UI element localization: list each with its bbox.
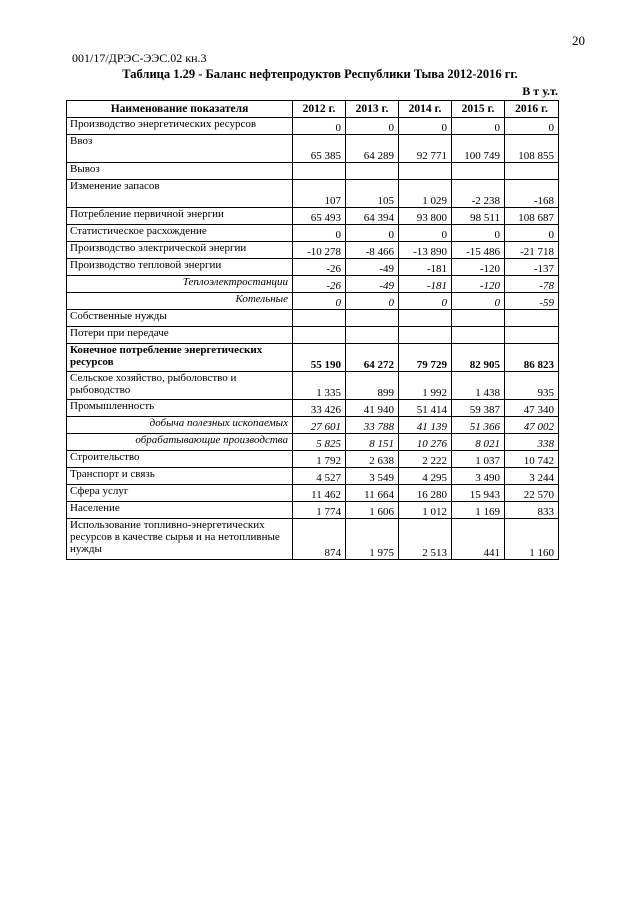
row-value: 79 729	[399, 344, 452, 372]
row-value: 47 340	[505, 400, 559, 417]
row-label: добыча полезных ископаемых	[67, 417, 293, 434]
row-label: Производство электрической энергии	[67, 242, 293, 259]
row-value: 92 771	[399, 135, 452, 163]
row-value: 1 160	[505, 519, 559, 560]
row-value: 1 606	[346, 502, 399, 519]
row-label: Котельные	[67, 293, 293, 310]
row-label: Изменение запасов	[67, 180, 293, 208]
table-row	[67, 242, 559, 259]
row-value: -10 278	[293, 242, 346, 259]
row-value: 2 513	[399, 519, 452, 560]
row-value: -49	[346, 276, 399, 293]
table-row	[67, 502, 559, 519]
row-value	[505, 327, 559, 344]
row-label: Потребление первичной энергии	[67, 208, 293, 225]
row-value: 10 276	[399, 434, 452, 451]
row-value: 59 387	[452, 400, 505, 417]
row-value	[505, 310, 559, 327]
row-value: -13 890	[399, 242, 452, 259]
row-value: 2 222	[399, 451, 452, 468]
row-value: -15 486	[452, 242, 505, 259]
row-value: 100 749	[452, 135, 505, 163]
row-value: 4 295	[399, 468, 452, 485]
table-row	[67, 485, 559, 502]
table-row	[67, 310, 559, 327]
row-label: Производство тепловой энергии	[67, 259, 293, 276]
row-value: 108 687	[505, 208, 559, 225]
row-value: 3 244	[505, 468, 559, 485]
table-row	[67, 519, 559, 560]
row-value: 33 426	[293, 400, 346, 417]
row-value: 105	[346, 180, 399, 208]
row-value: 3 490	[452, 468, 505, 485]
row-value: 0	[346, 293, 399, 310]
row-value: 0	[293, 118, 346, 135]
row-value: 0	[346, 225, 399, 242]
table-row	[67, 163, 559, 180]
row-value: 108 855	[505, 135, 559, 163]
row-label: Сфера услуг	[67, 485, 293, 502]
row-value: -181	[399, 259, 452, 276]
table-row	[67, 434, 559, 451]
row-value: -8 466	[346, 242, 399, 259]
table-title: Таблица 1.29 - Баланс нефтепродуктов Республики Тыва 2012-2016 гг.	[122, 67, 518, 81]
row-value: 1 335	[293, 372, 346, 400]
row-value: 51 414	[399, 400, 452, 417]
row-value: 1 029	[399, 180, 452, 208]
table-row	[67, 344, 559, 372]
row-value: 0	[505, 118, 559, 135]
header-year: 2013 г.	[346, 101, 399, 118]
row-value	[399, 163, 452, 180]
row-value: 15 943	[452, 485, 505, 502]
document-code: 001/17/ДРЭС-ЭЭС.02 кн.3	[72, 51, 207, 65]
table-row	[67, 327, 559, 344]
row-value: -26	[293, 276, 346, 293]
row-value: 98 511	[452, 208, 505, 225]
row-label: Собственные нужды	[67, 310, 293, 327]
row-value: -2 238	[452, 180, 505, 208]
header-year: 2014 г.	[399, 101, 452, 118]
row-value: -59	[505, 293, 559, 310]
row-label: Производство энергетических ресурсов	[67, 118, 293, 135]
row-value: 4 527	[293, 468, 346, 485]
row-value: 82 905	[452, 344, 505, 372]
row-value: -181	[399, 276, 452, 293]
row-label: Теплоэлектростанции	[67, 276, 293, 293]
row-label: Использование топливно-энергетических ресурсов в качестве сырья и на нетопливные нужды	[67, 519, 293, 560]
row-value	[452, 310, 505, 327]
row-value: 935	[505, 372, 559, 400]
row-value: -120	[452, 276, 505, 293]
row-value: 41 940	[346, 400, 399, 417]
header-year: 2016 г.	[505, 101, 559, 118]
row-label: Население	[67, 502, 293, 519]
row-value: 64 272	[346, 344, 399, 372]
row-value: 65 493	[293, 208, 346, 225]
row-value	[452, 327, 505, 344]
row-value: -49	[346, 259, 399, 276]
row-value: 1 975	[346, 519, 399, 560]
table-row	[67, 259, 559, 276]
row-value: 16 280	[399, 485, 452, 502]
row-value: 33 788	[346, 417, 399, 434]
row-value: 86 823	[505, 344, 559, 372]
row-label: Транспорт и связь	[67, 468, 293, 485]
page-number: 20	[572, 33, 585, 48]
row-value: 41 139	[399, 417, 452, 434]
row-value	[346, 327, 399, 344]
row-label: Конечное потребление энергетических ресурсов	[67, 344, 293, 372]
table-row	[67, 468, 559, 485]
row-label: Статистическое расхождение	[67, 225, 293, 242]
row-value: 55 190	[293, 344, 346, 372]
row-value: 22 570	[505, 485, 559, 502]
row-value: 93 800	[399, 208, 452, 225]
row-value: 10 742	[505, 451, 559, 468]
row-value	[293, 310, 346, 327]
row-value: -21 718	[505, 242, 559, 259]
row-value: 441	[452, 519, 505, 560]
row-value: -78	[505, 276, 559, 293]
row-label: обрабатывающие производства	[67, 434, 293, 451]
row-value: 51 366	[452, 417, 505, 434]
row-label: Потери при передаче	[67, 327, 293, 344]
row-value: 0	[505, 225, 559, 242]
row-value: 1 169	[452, 502, 505, 519]
table-header-row	[67, 101, 559, 118]
table-row	[67, 276, 559, 293]
row-value: 0	[293, 225, 346, 242]
table-row	[67, 208, 559, 225]
table-row	[67, 400, 559, 417]
row-label: Промышленность	[67, 400, 293, 417]
row-value: 0	[399, 293, 452, 310]
row-value	[399, 327, 452, 344]
row-value: 833	[505, 502, 559, 519]
row-value: 874	[293, 519, 346, 560]
row-value: -137	[505, 259, 559, 276]
table-row	[67, 372, 559, 400]
table-row	[67, 118, 559, 135]
row-value: 2 638	[346, 451, 399, 468]
table-row	[67, 180, 559, 208]
row-value: 11 462	[293, 485, 346, 502]
row-value	[452, 163, 505, 180]
table-row	[67, 451, 559, 468]
row-value: 8 021	[452, 434, 505, 451]
row-value: 0	[452, 118, 505, 135]
row-label: Ввоз	[67, 135, 293, 163]
table-row	[67, 417, 559, 434]
row-value: 1 792	[293, 451, 346, 468]
row-value: 11 664	[346, 485, 399, 502]
row-label: Сельское хозяйство, рыболовство и рыбоводство	[67, 372, 293, 400]
header-year: 2015 г.	[452, 101, 505, 118]
row-value: 0	[452, 225, 505, 242]
row-value: 0	[346, 118, 399, 135]
row-label: Строительство	[67, 451, 293, 468]
row-value: 1 037	[452, 451, 505, 468]
header-year: 2012 г.	[293, 101, 346, 118]
row-value	[346, 310, 399, 327]
row-value: 1 774	[293, 502, 346, 519]
row-value: 899	[346, 372, 399, 400]
row-value: 1 012	[399, 502, 452, 519]
row-value: 5 825	[293, 434, 346, 451]
row-value: -168	[505, 180, 559, 208]
row-value: -120	[452, 259, 505, 276]
row-value	[505, 163, 559, 180]
table-row	[67, 135, 559, 163]
row-value: 3 549	[346, 468, 399, 485]
row-value: 0	[293, 293, 346, 310]
row-label: Вывоз	[67, 163, 293, 180]
row-value: 0	[399, 225, 452, 242]
row-value: 338	[505, 434, 559, 451]
row-value: 1 992	[399, 372, 452, 400]
row-value	[293, 163, 346, 180]
row-value: 0	[399, 118, 452, 135]
row-value: 64 394	[346, 208, 399, 225]
energy-balance-table	[66, 100, 559, 560]
row-value	[346, 163, 399, 180]
row-value: 47 002	[505, 417, 559, 434]
row-value: 107	[293, 180, 346, 208]
row-value: -26	[293, 259, 346, 276]
units-label: В т у.т.	[522, 84, 558, 98]
row-value	[399, 310, 452, 327]
row-value: 8 151	[346, 434, 399, 451]
table-row	[67, 293, 559, 310]
table-row	[67, 225, 559, 242]
row-value: 0	[452, 293, 505, 310]
row-value	[293, 327, 346, 344]
row-value: 1 438	[452, 372, 505, 400]
row-value: 27 601	[293, 417, 346, 434]
row-value: 64 289	[346, 135, 399, 163]
header-indicator: Наименование показателя	[67, 101, 293, 118]
row-value: 65 385	[293, 135, 346, 163]
